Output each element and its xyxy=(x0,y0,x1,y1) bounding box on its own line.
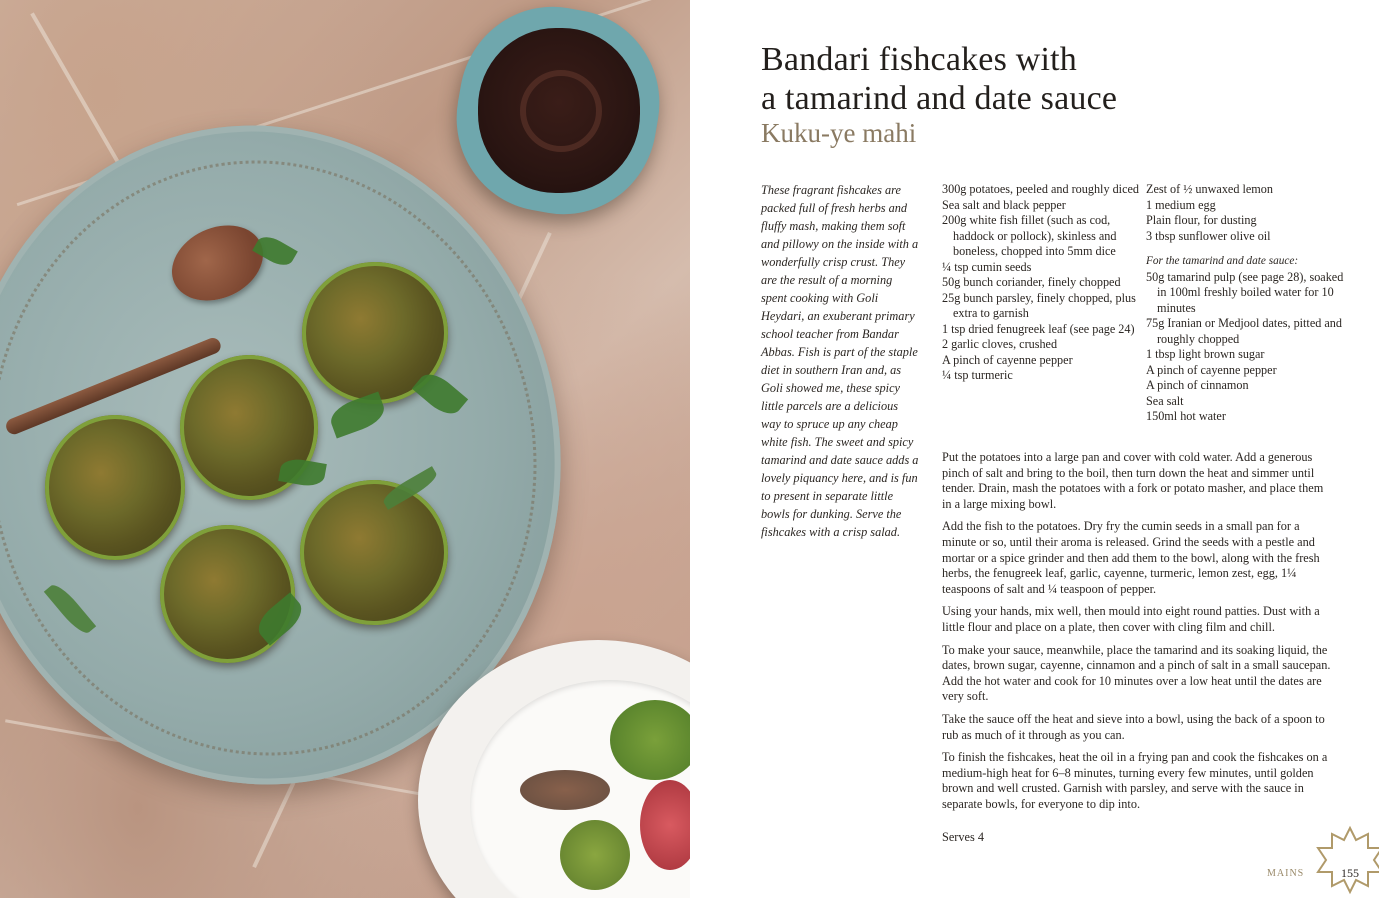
ingredient: 1 medium egg xyxy=(1146,197,1216,212)
ingredient: Plain flour, for dusting xyxy=(1146,213,1257,227)
ingredient: Sea salt and black pepper xyxy=(942,197,1066,212)
fishcake xyxy=(45,415,185,560)
ingredient: ¼ tsp turmeric xyxy=(942,368,1013,382)
method-step: Put the potatoes into a large pan and cover with cold water. Add a generous pinch of salt and bring to the boil, then turn down the heat and simmer until tender. Drain, mash the potatoes with a fork or potato masher, and place them in a large mixing bowl. xyxy=(942,450,1324,511)
sauce-ingredient: 1 tbsp light brown sugar xyxy=(1146,347,1265,361)
method-step: To finish the fishcakes, heat the oil in a frying pan and cook the fishcakes on a medium-high heat for 6–8 minutes, turning every few minutes, until golden brown and well crusted. Garnish with parsley, and serve with the sauce in separate bowls, for everyone to dip into. xyxy=(942,750,1328,811)
recipe-title-line2: a tamarind and date sauce xyxy=(761,80,1118,117)
ingredient: ¼ tsp cumin seeds xyxy=(942,259,1032,274)
method-step: Using your hands, mix well, then mould into eight round patties. Dust with a little flour and place on a plate, then cover with cling film and chill. xyxy=(942,604,1320,634)
flower-ornament-icon xyxy=(1310,820,1379,900)
method-step: To make your sauce, meanwhile, place the tamarind and its soaking liquid, the dates, brown sugar, cayenne, cinnamon and a pinch of salt in a small saucepan. Add the hot water and cook for 10 minutes over a low heat until the dates are very soft. xyxy=(942,642,1331,704)
sauce-ingredient: 150ml hot water xyxy=(1146,409,1226,423)
sauce-ingredient: 75g Iranian or Medjool dates, pitted and roughly chopped xyxy=(1146,316,1342,346)
ingredients-column-1 xyxy=(942,182,1142,384)
serves-label: Serves 4 xyxy=(942,830,985,844)
ingredient: A pinch of cayenne pepper xyxy=(942,352,1073,367)
method-step: Take the sauce off the heat and sieve into a bowl, using the back of a spoon to rub as much of it through as you can. xyxy=(942,711,1325,742)
sauce-drizzle xyxy=(520,770,610,810)
ingredient: 300g potatoes, peeled and roughly diced xyxy=(942,182,1139,196)
recipe-title xyxy=(761,40,1117,118)
fishcake xyxy=(160,525,295,663)
ingredient: 25g bunch parsley, finely chopped, plus extra to garnish xyxy=(942,290,1136,320)
recipe-title-line1: Bandari fishcakes with xyxy=(761,41,1077,78)
method-step: Add the fish to the potatoes. Dry fry the cumin seeds in a small pan for a minute or so, until their aroma is released. Grind the seeds with a pestle and mortar or a spice grinder and then add them to the bowl, along with the fresh herbs, the fenugreek leaf, garlic, cayenne, turmeric, lemon zest, egg, 1¼ teaspoons of salt and ¼ teaspoon of pepper. xyxy=(942,519,1320,596)
page-number: 155 xyxy=(1341,866,1359,880)
recipe-subtitle: Kuku-ye mahi xyxy=(761,118,917,148)
sauce-heading: For the tamarind and date sauce: xyxy=(1146,255,1299,267)
method xyxy=(942,450,1334,819)
sauce-ingredient: A pinch of cayenne pepper xyxy=(1146,362,1277,377)
ingredient: 1 tsp dried fenugreek leaf (see page 24) xyxy=(942,321,1135,336)
ingredients-column-2 xyxy=(1146,182,1346,425)
salad-greens xyxy=(560,820,630,890)
sauce-ingredient: A pinch of cinnamon xyxy=(1146,378,1249,392)
food-photograph xyxy=(0,0,690,898)
sauce-swirl xyxy=(520,70,602,152)
ingredient: 2 garlic cloves, crushed xyxy=(942,337,1058,351)
ingredient: 3 tbsp sunflower olive oil xyxy=(1146,228,1271,243)
recipe-intro: These fragrant fishcakes are packed full of fresh herbs and fluffy mash, making them soft and pillowy on the inside with a wonderfully crisp crust. They are the result of a morning spent cooking with Goli Heydari, an exuberant primary school teacher from Bandar Abbas. Fish is part of the staple diet in southern Iran and, as Goli showed me, these spicy little parcels are a delicious way to spruce up any cheap white fish. The sweet and spicy tamarind and date sauce adds a lovely piquancy here, and is fun to present in separate little bowls for dunking. Serve the fishcakes with a crisp salad. xyxy=(761,183,919,539)
salad-greens xyxy=(610,700,690,780)
ingredient: Zest of ½ unwaxed lemon xyxy=(1146,182,1273,196)
section-label: MAINS xyxy=(1267,868,1305,879)
fishcake xyxy=(300,480,448,625)
ingredient: 200g white fish fillet (such as cod, haddock or pollock), skinless and boneless, chopped into 5mm dice xyxy=(942,213,1117,258)
sauce-ingredient: Sea salt xyxy=(1146,393,1184,408)
ingredient: 50g bunch coriander, finely chopped xyxy=(942,275,1121,289)
sauce-ingredient: 50g tamarind pulp (see page 28), soaked in 100ml freshly boiled water for 10 minutes xyxy=(1146,269,1344,315)
